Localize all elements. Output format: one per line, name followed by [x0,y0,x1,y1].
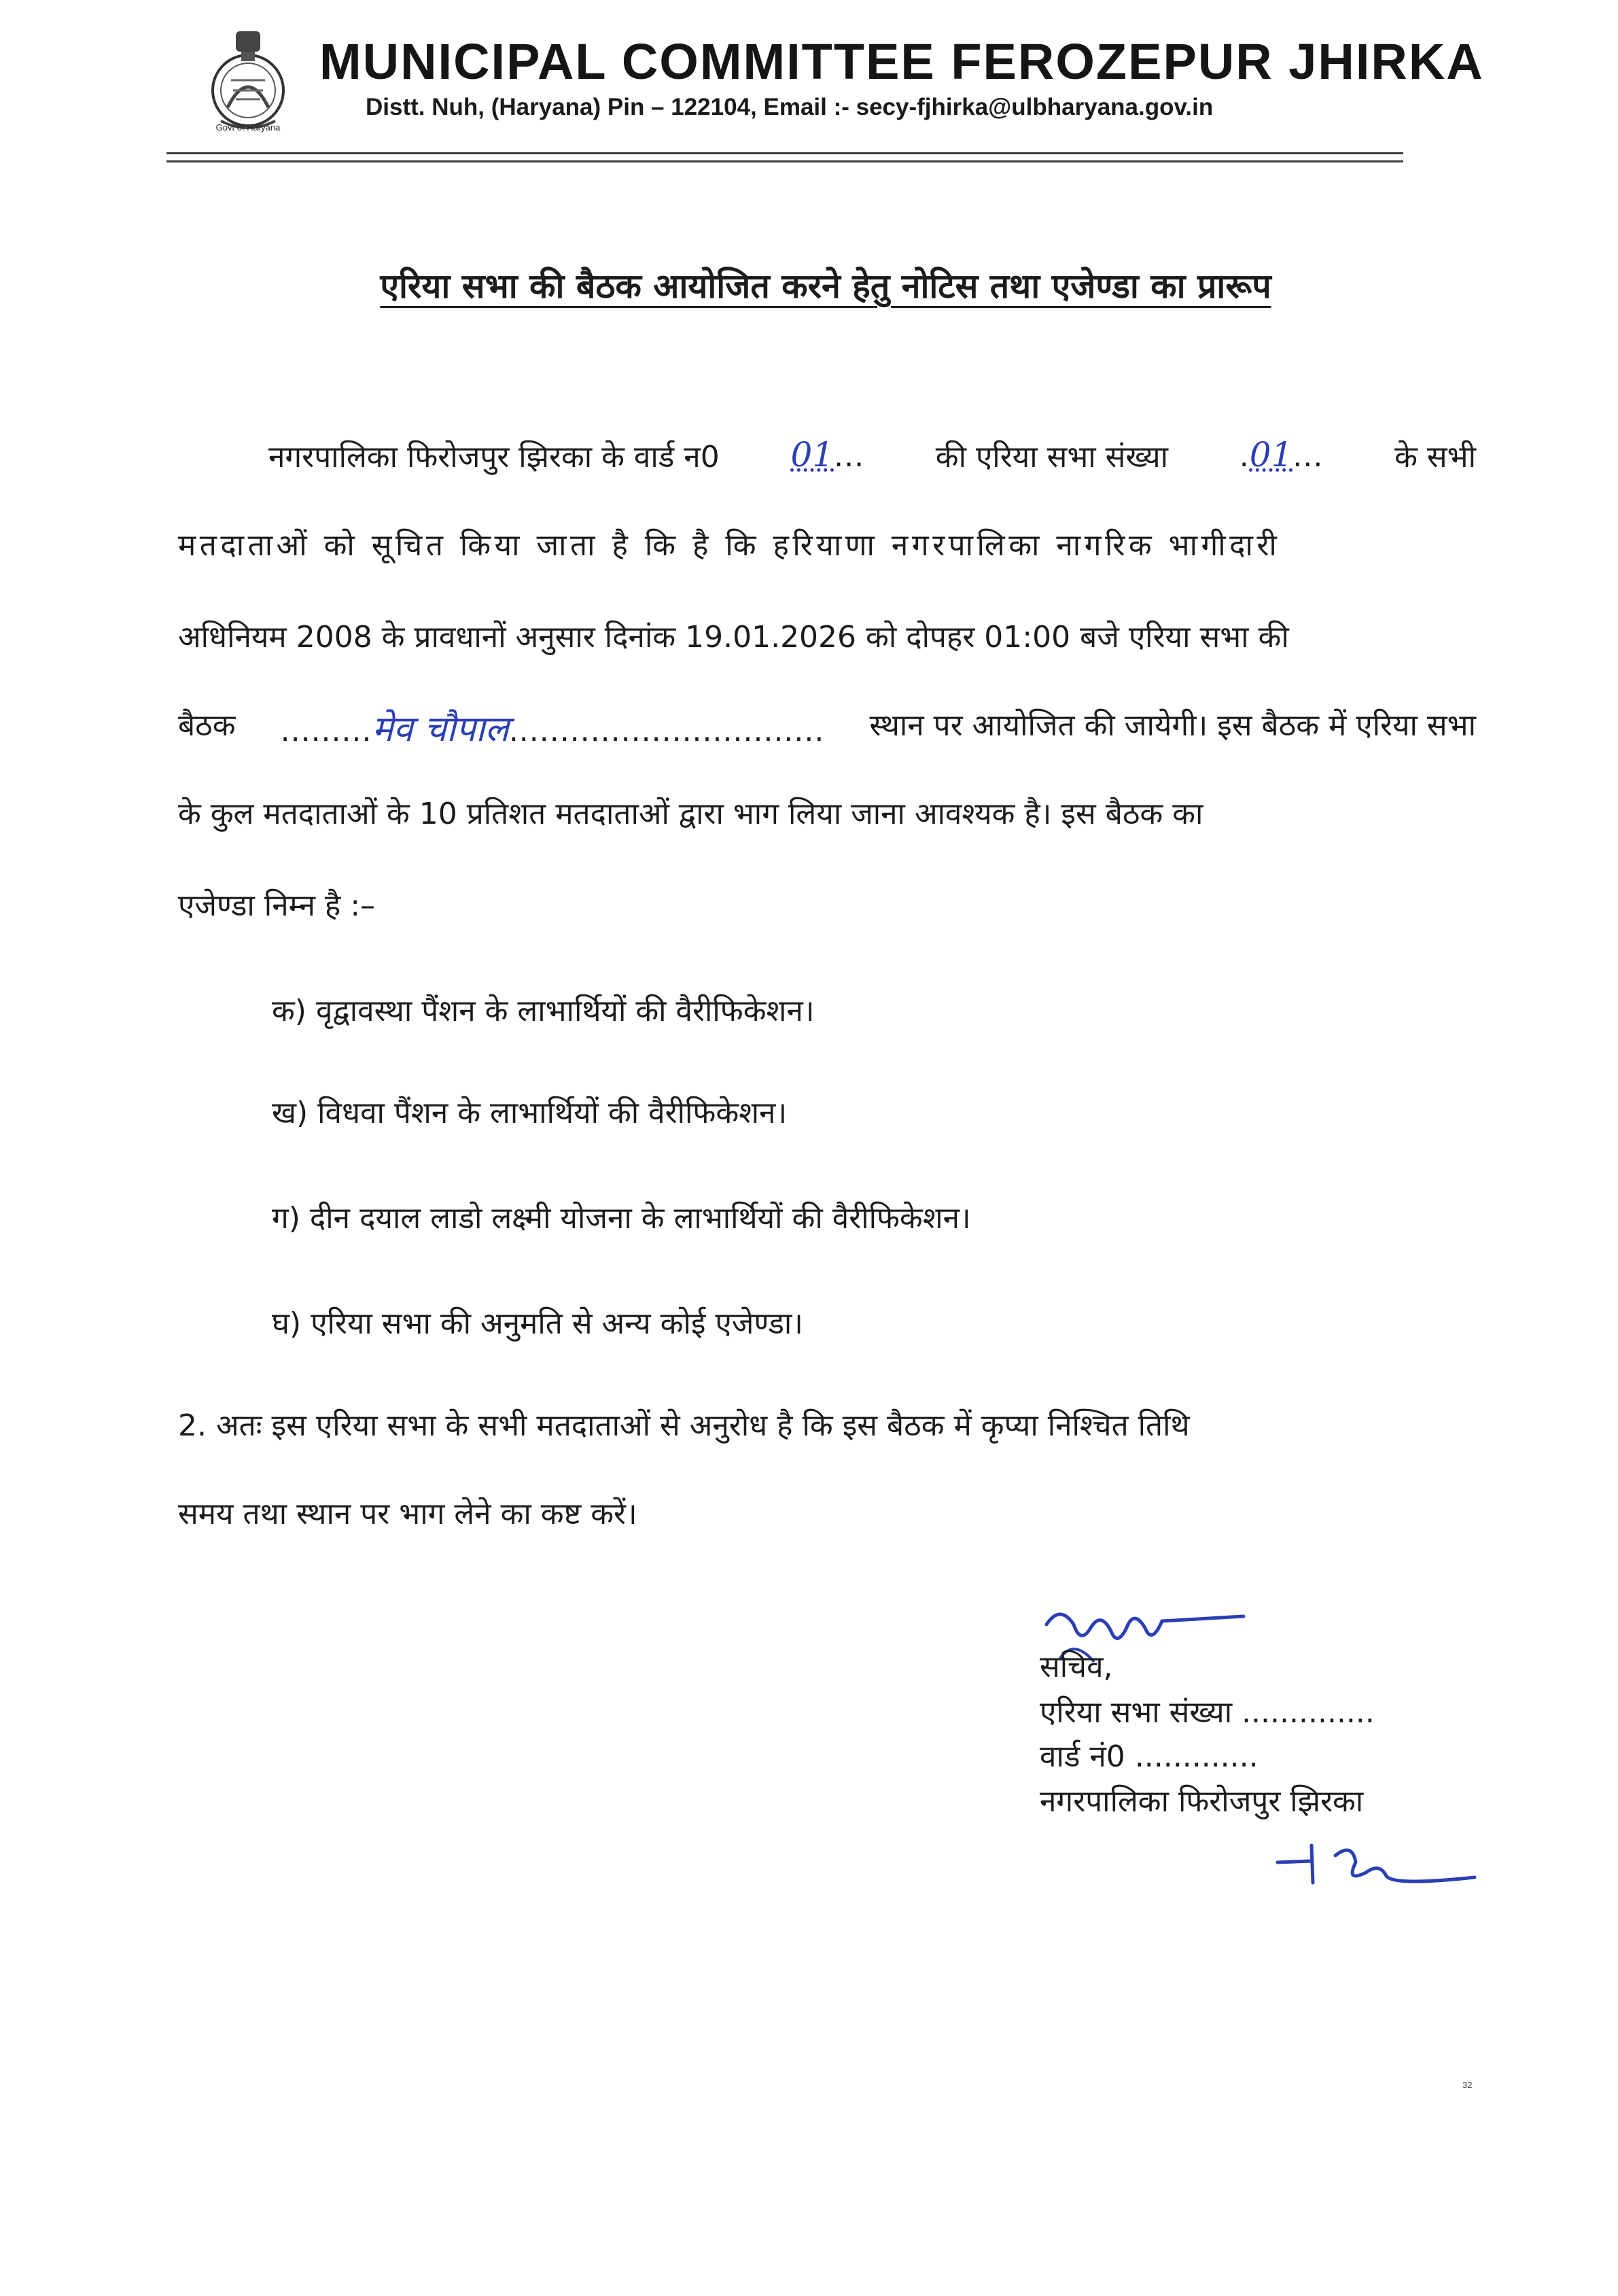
emblem-caption: Govt of Haryana [215,122,281,133]
notice-line-4 [178,703,1476,752]
notice-line-5: के कुल मतदाताओं के 10 प्रतिशत मतदाताओं द्वारा भाग लिया जाना आवश्यक है। इस बैठक का [178,797,1203,831]
notice-line-1 [268,435,1476,476]
request-line-1: 2. अतः इस एरिया सभा के सभी मतदाताओं से अनुरोध है कि इस बैठक में कृप्या निश्चित तिथि [178,1408,1190,1443]
notice-line-2 [178,523,1476,564]
agenda-item: घ) एरिया सभा की अनुमति से अन्य कोई एजेण्डा। [272,1306,803,1341]
agenda-item: ग) दीन दयाल लाडो लक्ष्मी योजना के लाभार्थियों की वैरीफिकेशन। [272,1201,971,1236]
page-number: 32 [1462,2080,1473,2090]
request-line-2: समय तथा स्थान पर भाग लेने का कष्ट करें। [178,1497,637,1531]
notice-text: की एरिया सभा संख्या [935,440,1169,474]
notice-line-6: एजेण्डा निम्न है :– [178,888,376,923]
notice-text: स्थान पर आयोजित की जायेगी। इस बैठक में एरिया सभा [869,708,1476,743]
notice-line-3: अधिनियम 2008 के प्रावधानों अनुसार दिनांक 19.01.2026 को दोपहर 01:00 बजे एरिया सभा की [178,620,1289,655]
notice-text: मतदाताओं को सूचित किया जाता है कि है कि हरियाणा नगरपालिका नागरिक भागीदारी [178,528,1281,563]
haryana-govt-emblem-icon [200,26,296,135]
signatory-area-sabha: एरिया सभा संख्या .............. [1040,1695,1375,1730]
notice-text: नगरपालिका फिरोजपुर झिरका के वार्ड न0 [268,440,720,474]
header-rule-bottom [166,160,1403,162]
signatory-ward: वार्ड नं0 ............. [1040,1739,1259,1774]
notice-text: बैठक [178,708,236,743]
signatory-municipality: नगरपालिका फिरोजपुर झिरका [1040,1784,1364,1819]
signatory-designation: सचिव, [1040,1650,1113,1684]
agenda-item: ख) विधवा पैंशन के लाभार्थियों की वैरीफिकेशन। [272,1096,788,1130]
organization-address: Distt. Nuh, (Haryana) Pin – 122104, Email :- secy-fjhirka@ulbharyana.gov.in [366,94,1214,120]
initials-signature-icon [1271,1835,1488,1896]
agenda-item: क) वृद्वावस्था पैंशन के लाभार्थियों की वैरीफिकेशन। [272,994,815,1028]
notice-text: के सभी [1394,440,1476,474]
header-rule-top [166,152,1403,154]
ward-number-fill: 01... [790,435,865,474]
area-sabha-number-fill: .01... [1239,435,1324,474]
meeting-place-fill: .........मेव चौपाल............................... [280,709,825,750]
organization-name: MUNICIPAL COMMITTEE FEROZEPUR JHIRKA [319,33,1484,90]
notice-heading: एरिया सभा की बैठक आयोजित करने हेतु नोटिस तथा एजेण्डा का प्रारूप [380,266,1271,306]
